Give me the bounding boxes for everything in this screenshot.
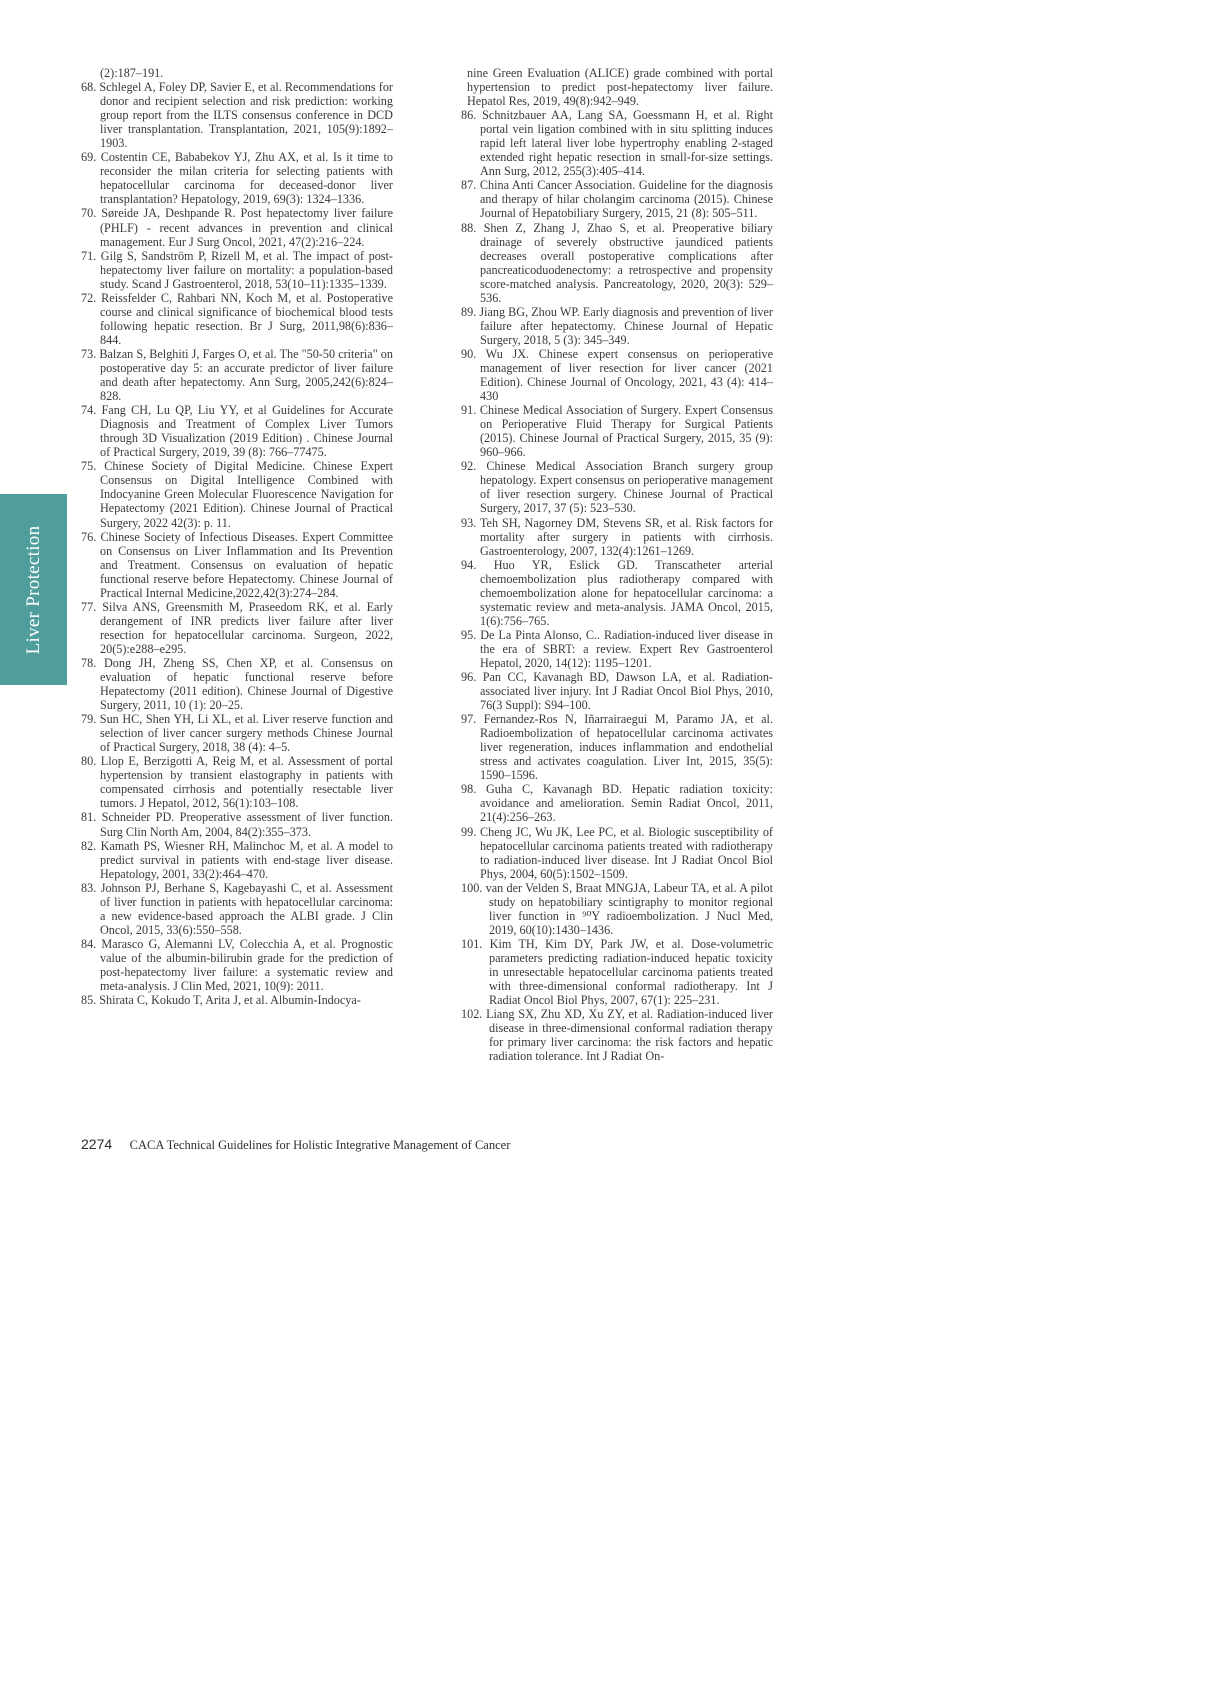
reference-entry: 70. Søreide JA, Deshpande R. Post hepatectomy liver failure (PHLF) - recent advances in prevention and clinical management. Eur J Surg Oncol, 2021, 47(2):216–224. — [81, 206, 393, 249]
reference-entry: 74. Fang CH, Lu QP, Liu YY, et al Guidelines for Accurate Diagnosis and Treatment of Complex Liver Tumors through 3D Visualization (2019 Edition) . Chinese Journal of Practical Surgery, 2019, 39 (8): 766–77475. — [81, 403, 393, 460]
reference-entry: 99. Cheng JC, Wu JK, Lee PC, et al. Biologic susceptibility of hepatocellular carcinoma patients treated with radiotherapy to radiation-induced liver disease. Int J Radiat Oncol Biol Phys, 2004, 60(5):1502–1509. — [461, 824, 773, 881]
reference-entry: 91. Chinese Medical Association of Surgery. Expert Consensus on Perioperative Fluid Therapy for Surgical Patients (2015). Chinese Journal of Practical Surgery, 2015, 35 (9): 960–966. — [461, 403, 773, 460]
reference-entry: 76. Chinese Society of Infectious Diseases. Expert Committee on Consensus on Liver Inflammation and Its Prevention and Treatment. Consensus on evaluation of hepatic functional reserve before Hepatectomy. Chinese Journal of Practical Internal Medicine,2022,42(3):274–284. — [81, 529, 393, 600]
reference-entry: 69. Costentin CE, Bababekov YJ, Zhu AX, et al. Is it time to reconsider the milan criteria for selecting patients with hepatocellular carcinoma for deceased-donor liver transplantation? Hepatology, 2019, 69(3): 1324–1336. — [81, 150, 393, 207]
reference-entry: 79. Sun HC, Shen YH, Li XL, et al. Liver reserve function and selection of liver cancer surgery methods Chinese Journal of Practical Surgery, 2018, 38 (4): 4–5. — [81, 712, 393, 755]
reference-entry: 93. Teh SH, Nagorney DM, Stevens SR, et al. Risk factors for mortality after surgery in patients with cirrhosis. Gastroenterology, 2007, 132(4):1261–1269. — [461, 515, 773, 558]
reference-entry: 78. Dong JH, Zheng SS, Chen XP, et al. Consensus on evaluation of hepatic functional reserve before Hepatectomy (2011 edition). Chinese Journal of Digestive Surgery, 2011, 10 (1): 20–25. — [81, 655, 393, 713]
reference-entry: 77. Silva ANS, Greensmith M, Praseedom RK, et al. Early derangement of INR predicts liver failure after liver resection for hepatocellular carcinoma. Surgeon, 2022, 20(5):e288–e295. — [81, 599, 393, 656]
reference-entry: (2):187–191. — [100, 66, 164, 80]
reference-entry: 100. van der Velden S, Braat MNGJA, Labeur TA, et al. A pilot study on hepatobiliary scintigraphy to monitor regional liver function in ⁹⁰Y radioembolization. J Nucl Med, 2019, 60(10):1430–1436. — [461, 880, 773, 937]
reference-entry: 84. Marasco G, Alemanni LV, Colecchia A, et al. Prognostic value of the albumin-bilirubin grade for the prediction of post-hepatectomy liver failure: a systematic review and meta-analysis. J Clin Med, 2021, 10(9): 2011. — [81, 936, 393, 994]
section-side-tab — [0, 494, 67, 685]
reference-entry: 86. Schnitzbauer AA, Lang SA, Goessmann H, et al. Right portal vein ligation combined with in situ splitting induces rapid left lateral liver lobe hypertrophy enabling 2-staged extended right hepatic resection in small-for-size settings. Ann Surg, 2012, 255(3):405–414. — [461, 108, 773, 179]
reference-entry: 88. Shen Z, Zhang J, Zhao S, et al. Preoperative biliary drainage of severely obstructive jaundiced patients decreases overall postoperative complications after pancreaticoduodenectomy: a retrospective and propensity score-matched analysis. Pancreatology, 2020, 20(3): 529–536. — [461, 220, 773, 305]
reference-entry: nine Green Evaluation (ALICE) grade combined with portal hypertension to predict post-hepatectomy liver failure. Hepatol Res, 2019, 49(8):942–949. — [467, 66, 773, 109]
reference-entry: 85. Shirata C, Kokudo T, Arita J, et al. Albumin-Indocya- — [81, 993, 361, 1008]
reference-entry: 102. Liang SX, Zhu XD, Xu ZY, et al. Radiation-induced liver disease in three-dimensional conformal radiation therapy for primary liver carcinoma: the risk factors and hepatic radiation tolerance. Int J Radiat On- — [461, 1007, 773, 1064]
reference-entry: 92. Chinese Medical Association Branch surgery group hepatology. Expert consensus on perioperative management of liver resection surgery. Chinese Journal of Practical Surgery, 2017, 37 (5): 523–530. — [461, 459, 773, 516]
reference-entry: 89. Jiang BG, Zhou WP. Early diagnosis and prevention of liver failure after hepatectomy. Chinese Journal of Hepatic Surgery, 2018, 5 (3): 345–349. — [461, 304, 773, 347]
reference-entry: 97. Fernandez-Ros N, Iñarrairaegui M, Paramo JA, et al. Radioembolization of hepatocellular carcinoma activates liver regeneration, induces inflammation and endothelial stress and activates coagulation. Liver Int, 2015, 35(5): 1590–1596. — [461, 712, 773, 783]
reference-entry: 98. Guha C, Kavanagh BD. Hepatic radiation toxicity: avoidance and amelioration. Semin Radiat Oncol, 2011, 21(4):256–263. — [461, 782, 773, 825]
reference-entry: 71. Gilg S, Sandström P, Rizell M, et al. The impact of post-hepatectomy liver failure on mortality: a population-based study. Scand J Gastroenterol, 2018, 53(10–11):1335–1339. — [81, 248, 393, 291]
reference-entry: 101. Kim TH, Kim DY, Park JW, et al. Dose-volumetric parameters predicting radiation-induced hepatic toxicity in unresectable hepatocellular carcinoma patients treated with three-dimensional conformal radiotherapy. Int J Radiat Oncol Biol Phys, 2007, 67(1): 225–231. — [461, 936, 773, 1008]
reference-entry: 82. Kamath PS, Wiesner RH, Malinchoc M, et al. A model to predict survival in patients with end-stage liver disease. Hepatology, 2001, 33(2):464–470. — [81, 838, 393, 881]
reference-entry: 83. Johnson PJ, Berhane S, Kagebayashi C, et al. Assessment of liver function in patients with hepatocellular carcinoma: a new evidence-based approach the ALBI grade. J Clin Oncol, 2015, 33(6):550–558. — [81, 880, 393, 937]
running-title: CACA Technical Guidelines for Holistic Integrative Management of Cancer — [129, 1138, 511, 1152]
reference-entry: 87. China Anti Cancer Association. Guideline for the diagnosis and therapy of hilar cholangim carcinoma (2015). Chinese Journal of Hepatobiliary Surgery, 2015, 21 (8): 505–511. — [461, 178, 773, 221]
reference-entry: 75. Chinese Society of Digital Medicine. Chinese Expert Consensus on Digital Intelligence Combined with Indocyanine Green Molecular Fluorescence Navigation for Hepatectomy (2021 Edition). Chinese Journal of Practical Surgery, 2022 42(3): p. 11. — [81, 459, 393, 530]
reference-entry: 73. Balzan S, Belghiti J, Farges O, et al. The "50-50 criteria" on postoperative day 5: an accurate predictor of liver failure and death after hepatectomy. Ann Surg, 2005,242(6):824–828. — [81, 346, 393, 404]
reference-entry: 95. De La Pinta Alonso, C.. Radiation-induced liver disease in the era of SBRT: a review. Expert Rev Gastroenterol Hepatol, 2020, 14(12): 1195–1201. — [461, 627, 773, 670]
section-side-tab-label: Liver Protection — [22, 525, 44, 654]
references-left-column — [81, 66, 393, 1007]
reference-entry: 94. Huo YR, Eslick GD. Transcatheter arterial chemoembolization plus radiotherapy compared with chemoembolization alone for hepatocellular carcinoma: a systematic review and meta-analysis. JAMA Oncol, 2015, 1(6):756–765. — [461, 557, 773, 628]
reference-entry: 80. Llop E, Berzigotti A, Reig M, et al. Assessment of portal hypertension by transient elastography in patients with compensated cirrhosis and potentially resectable liver tumors. J Hepatol, 2012, 56(1):103–108. — [81, 754, 393, 811]
reference-entry: 81. Schneider PD. Preoperative assessment of liver function. Surg Clin North Am, 2004, 84(2):355–373. — [81, 810, 393, 839]
reference-entry: 68. Schlegel A, Foley DP, Savier E, et al. Recommendations for donor and recipient selection and risk prediction: working group report from the ILTS consensus conference in DCD liver transplantation. Transplantation, 2021, 105(9):1892–1903. — [81, 80, 393, 151]
reference-entry: 96. Pan CC, Kavanagh BD, Dawson LA, et al. Radiation-associated liver injury. Int J Radiat Oncol Biol Phys, 2010, 76(3 Suppl): S94–100. — [461, 670, 773, 713]
reference-entry: 90. Wu JX. Chinese expert consensus on perioperative management of liver resection for liver cancer (2021 Edition). Chinese Journal of Oncology, 2021, 43 (4): 414–430 — [461, 346, 773, 404]
references-right-column — [461, 66, 773, 1063]
page-footer — [81, 1136, 510, 1153]
reference-entry: 72. Reissfelder C, Rahbari NN, Koch M, et al. Postoperative course and clinical significance of biochemical blood tests following hepatic resection. Br J Surg, 2011,98(6):836–844. — [81, 290, 393, 347]
page-number: 2274 — [81, 1136, 113, 1152]
